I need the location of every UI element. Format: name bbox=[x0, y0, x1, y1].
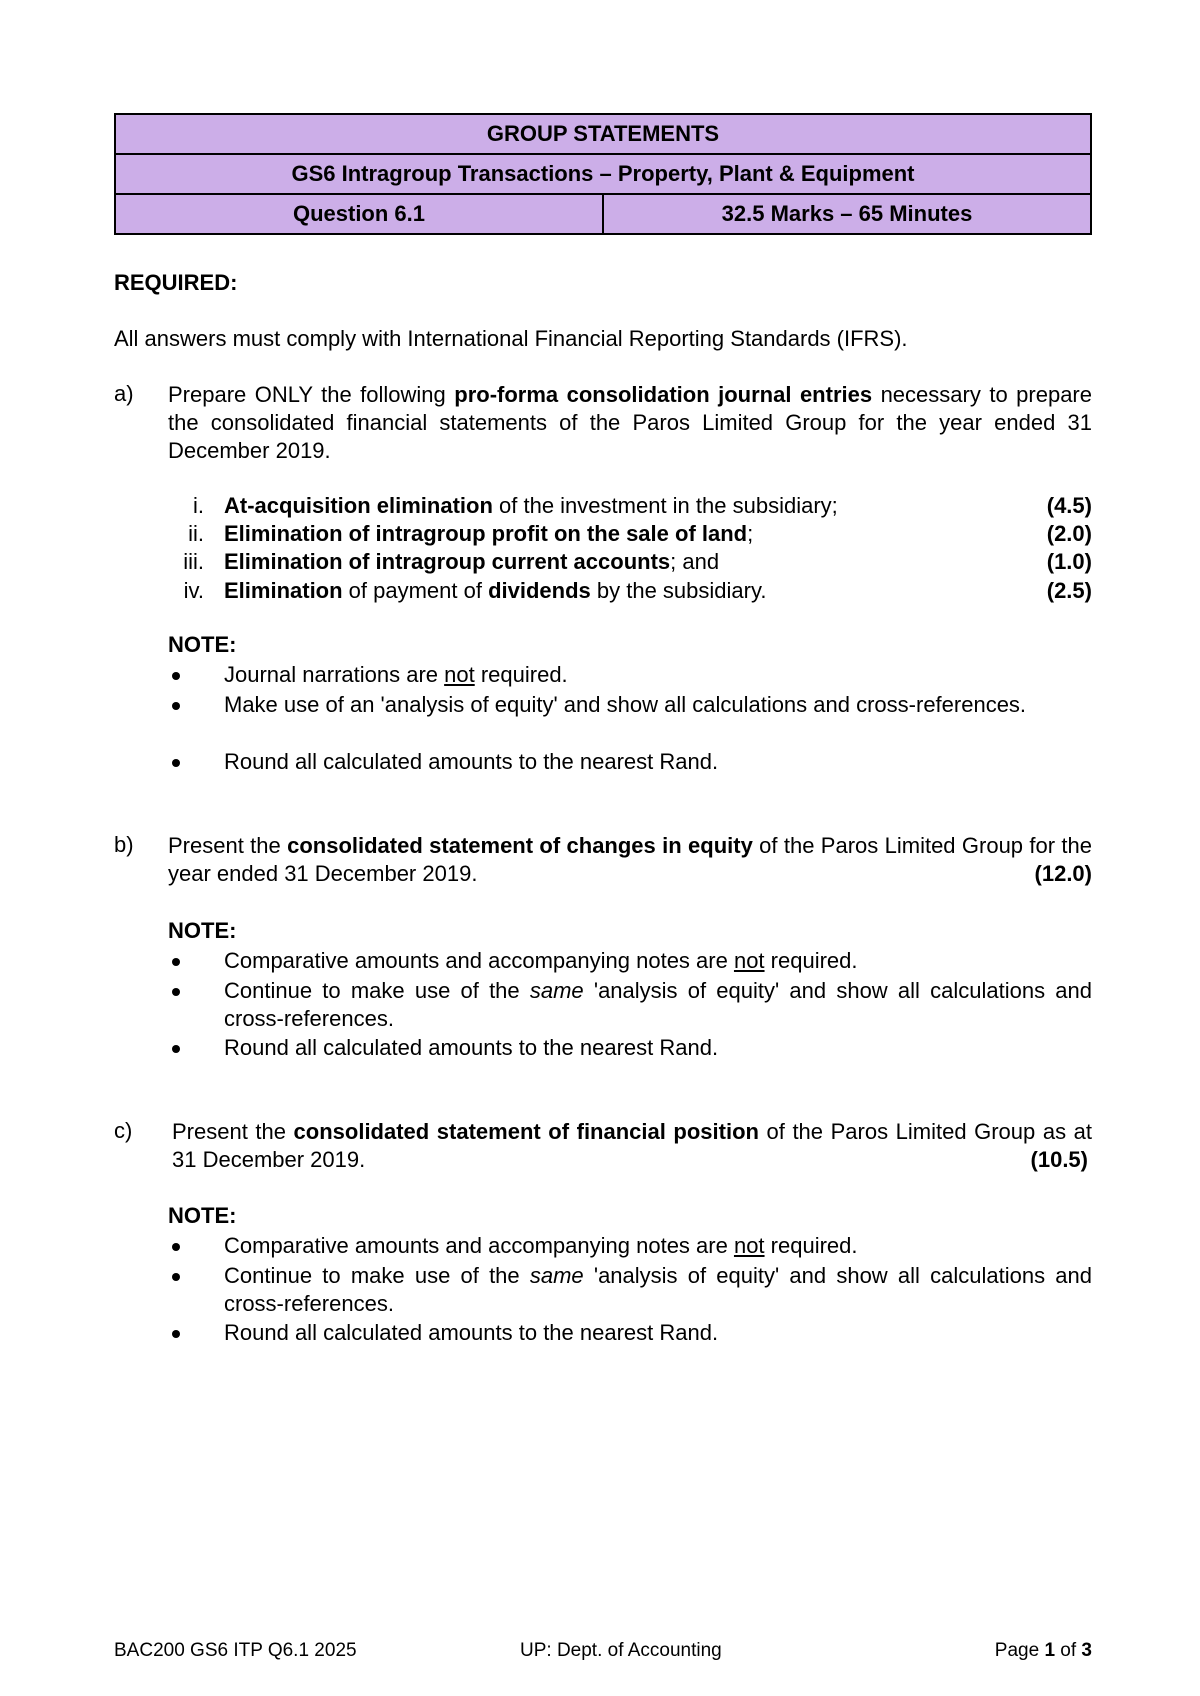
intro-text: All answers must comply with International Financial Reporting Standards (IFRS). bbox=[114, 326, 908, 351]
part-a-item-2: ii. Elimination of intragroup profit on the sale of land; (2.0) bbox=[188, 521, 1092, 546]
part-c-note-label: NOTE: bbox=[168, 1203, 237, 1228]
header-marks-time: 32.5 Marks – 65 Minutes bbox=[603, 194, 1091, 234]
part-b-note-1: Comparative amounts and accompanying notes are not required. bbox=[168, 947, 1092, 975]
part-b-note-2: Continue to make use of the same 'analysis of equity' and show all calculations and cross-references. bbox=[168, 977, 1092, 1033]
footer-left: BAC200 GS6 ITP Q6.1 2025 bbox=[114, 1640, 357, 1661]
part-a-text: Prepare ONLY the following pro-forma consolidation journal entries necessary to prepare the consolidated financial statements of the Paros Limited Group for the year ended 31 December 2019. bbox=[168, 382, 1092, 463]
header-question: Question 6.1 bbox=[115, 194, 603, 234]
part-a-item-3: iii. Elimination of intragroup current accounts; and (1.0) bbox=[183, 549, 1092, 574]
part-a-item-4: iv. Elimination of payment of dividends by the subsidiary. (2.5) bbox=[183, 578, 1092, 603]
header-subtitle: GS6 Intragroup Transactions – Property, Plant & Equipment bbox=[115, 154, 1091, 194]
part-b-note-label: NOTE: bbox=[168, 918, 237, 943]
footer-page-number: Page 1 of 3 bbox=[994, 1640, 1092, 1661]
part-a-label: a) bbox=[114, 381, 134, 406]
part-c-note-3: Round all calculated amounts to the nearest Rand. bbox=[168, 1319, 1092, 1347]
part-b-label: b) bbox=[114, 832, 134, 857]
required-heading: REQUIRED: bbox=[114, 270, 238, 295]
part-b-text: Present the consolidated statement of changes in equity of the Paros Limited Group for the year ended 31 December 2019. bbox=[168, 833, 1092, 886]
part-c-note-2: Continue to make use of the same 'analysis of equity' and show all calculations and cross-references. bbox=[168, 1262, 1092, 1318]
header-title: GROUP STATEMENTS bbox=[115, 114, 1091, 154]
part-b-note-3: Round all calculated amounts to the nearest Rand. bbox=[168, 1034, 1092, 1062]
footer-center: UP: Dept. of Accounting bbox=[520, 1640, 722, 1661]
part-c-note-1: Comparative amounts and accompanying notes are not required. bbox=[168, 1232, 1092, 1260]
part-c-label: c) bbox=[114, 1118, 133, 1143]
part-b-marks: (12.0) bbox=[1034, 861, 1092, 886]
part-a-note-label: NOTE: bbox=[168, 632, 237, 657]
part-a-note-3: Round all calculated amounts to the nearest Rand. bbox=[168, 748, 1092, 776]
part-b-marks-row bbox=[168, 860, 1092, 888]
header-table bbox=[114, 113, 1092, 235]
part-a-note-1: Journal narrations are not required. bbox=[168, 661, 1092, 689]
part-c-marks: (10.5) bbox=[1030, 1147, 1088, 1172]
part-a-note-2: Make use of an 'analysis of equity' and show all calculations and cross-references. bbox=[168, 691, 1092, 719]
part-c-text: Present the consolidated statement of financial position of the Paros Limited Group as at 31 December 2019. bbox=[172, 1119, 1092, 1172]
part-a-item-1: i. At-acquisition elimination of the investment in the subsidiary; (4.5) bbox=[193, 493, 1092, 518]
part-c-marks-row bbox=[168, 1146, 1092, 1174]
